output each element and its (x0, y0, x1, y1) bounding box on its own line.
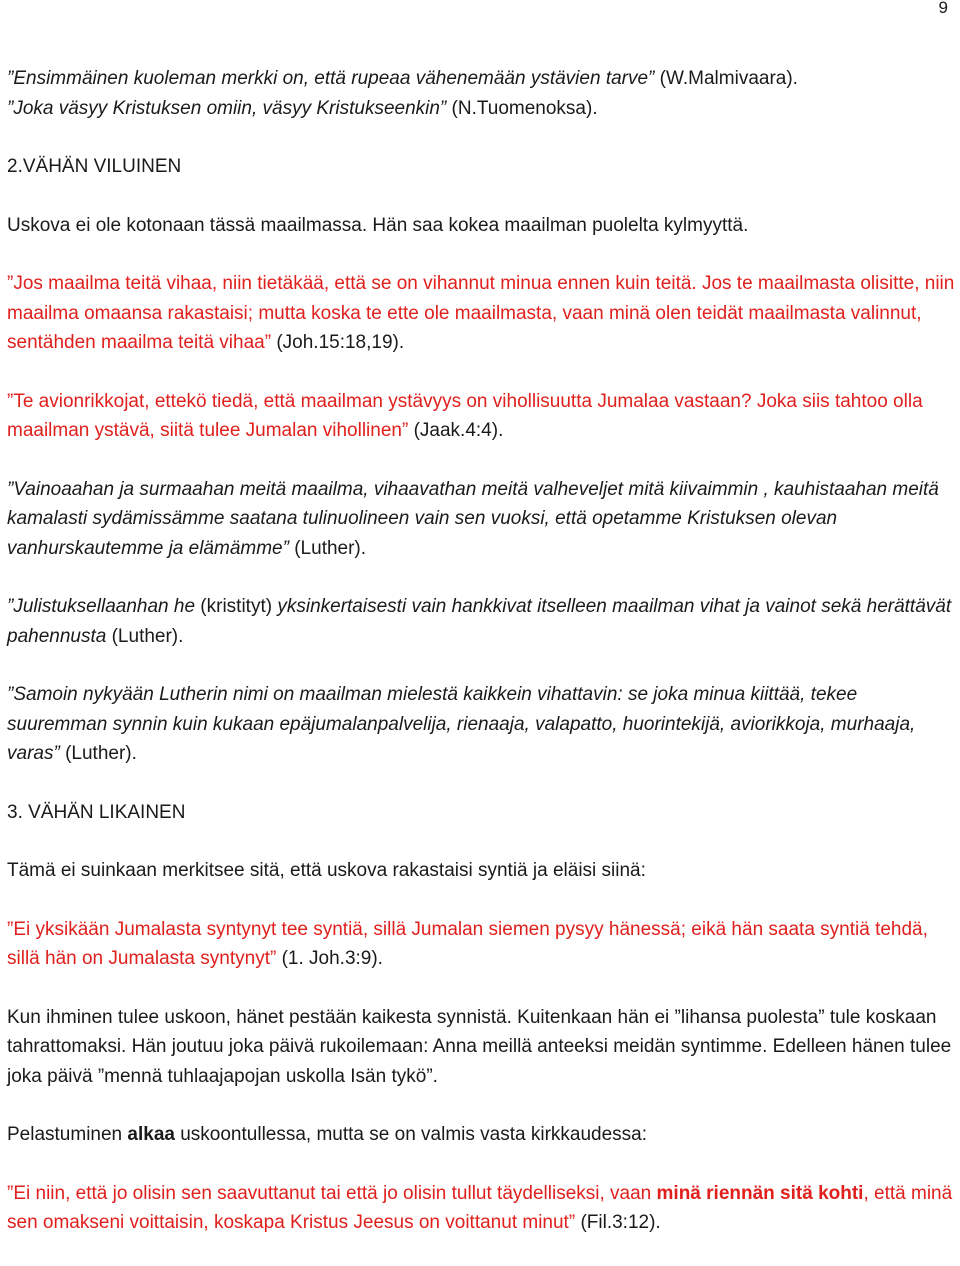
quote-malmivaara (7, 64, 955, 94)
citation: (Fil.3:12). (575, 1212, 661, 1233)
paragraph-salvation (7, 1120, 955, 1150)
citation: (1. Joh.3:9). (276, 948, 383, 969)
citation: (Luther). (288, 537, 367, 559)
inline-note: (kristityt) (195, 596, 278, 617)
paragraph-intro-2: Uskova ei ole kotonaan tässä maailmassa. Hän saa kokea maailman puolelta kylmyyttä. (7, 214, 749, 236)
section-heading-2: 2.VÄHÄN VILUINEN (7, 156, 182, 177)
quote-text: , että minä sen omakseni voittaisin, koskapa Kristus Jeesus on voittanut minut” (7, 1182, 953, 1233)
quote-text: ”Julistuksellaanhan he (7, 596, 196, 617)
quote-text: ”Vainoaahan ja surmaahan meitä maailma, vihaavathan meitä valheveljet mitä kiivaimmin , kauhistaahan meitä kamalasti sydämissämme saatana tulinuolineen vain sen vuoksi, että opetamme Kristuksen olevan vanhurskautemme ja elämämme” (7, 478, 939, 559)
quote-emphasis: minä riennän sitä kohti (656, 1182, 864, 1204)
section-heading-3: 3. VÄHÄN LIKAINEN (7, 801, 186, 823)
quote-tuomenoksa (7, 94, 955, 124)
page-number: 9 (938, 0, 948, 17)
citation: (Jaak.4:4). (408, 420, 504, 441)
quote-text: ”Jos maailma teitä vihaa, niin tietäkää, että se on vihannut minua ennen kuin teitä. Jos te maailmasta olisitte, niin maailma omaansa rakastaisi; mutta koska te ette ole maailmasta, vaan minä olen teidät maailmasta valinnut, sentähden maailma teitä vihaa” (7, 273, 955, 353)
quote-text: ”Joka väsyy Kristuksen omiin, väsyy Kristukseenkin” (7, 97, 447, 119)
bible-quote-philippians (7, 1179, 955, 1238)
luther-quote-3 (7, 680, 955, 769)
citation: (W.Malmivaara). (654, 68, 798, 89)
luther-quote-2 (7, 592, 955, 651)
document-body (7, 64, 955, 1238)
citation: (Luther). (106, 625, 184, 647)
paragraph-washing: Kun ihminen tulee uskoon, hänet pestään kaikesta synnistä. Kuitenkaan hän ei ”lihansa puolesta” tule koskaan tahrattomaksi. Hän joutuu joka päivä rukoilemaan: Anna meillä anteeksi meidän syntimme. Edelleen hänen tulee joka päivä ”mennä tuhlaajapojan uskolla Isän tykö”. (7, 1006, 952, 1087)
bible-quote-john (7, 269, 955, 358)
emphasis: alkaa (127, 1124, 175, 1145)
bible-quote-1john (7, 915, 955, 974)
text: uskoontullessa, mutta se on valmis vasta kirkkaudessa: (174, 1124, 648, 1145)
luther-quote-1 (7, 475, 955, 564)
text: Pelastuminen (7, 1124, 128, 1145)
quote-text: ”Te avionrikkojat, ettekö tiedä, että maailman ystävyys on vihollisuutta Jumalaa vastaan? Joka siis tahtoo olla maailman ystävä, siitä tulee Jumalan vihollinen” (7, 390, 923, 441)
quote-text: ”Ei yksikään Jumalasta syntynyt tee syntiä, sillä Jumalan siemen pysyy hänessä; eikä hän saata syntiä tehdä, sillä hän on Jumalasta syntynyt” (7, 918, 928, 969)
citation: (N.Tuomenoksa). (446, 97, 598, 119)
quote-text: ”Ei niin, että jo olisin sen saavuttanut tai että jo olisin tullut täydelliseksi, vaan (7, 1182, 657, 1204)
citation: (Joh.15:18,19). (271, 332, 405, 353)
bible-quote-james (7, 387, 955, 446)
quote-text: ”Samoin nykyään Lutherin nimi on maailman mielestä kaikkein vihattavin: se joka minua kiittää, tekee suuremman synnin kuin kukaan epäjumalanpalvelija, rienaaja, valapatto, huorintekijä, aviorikkoja, murhaaja, varas” (7, 684, 916, 764)
quote-text: yksinkertaisesti vain hankkivat itselleen maailman vihat ja vainot sekä herättävät pahennusta (7, 596, 952, 647)
quote-text: ”Ensimmäinen kuoleman merkki on, että rupeaa vähenemään ystävien tarve” (7, 68, 655, 89)
paragraph-intro-3: Tämä ei suinkaan merkitsee sitä, että uskova rakastaisi syntiä ja eläisi siinä: (7, 860, 646, 881)
citation: (Luther). (59, 743, 137, 764)
